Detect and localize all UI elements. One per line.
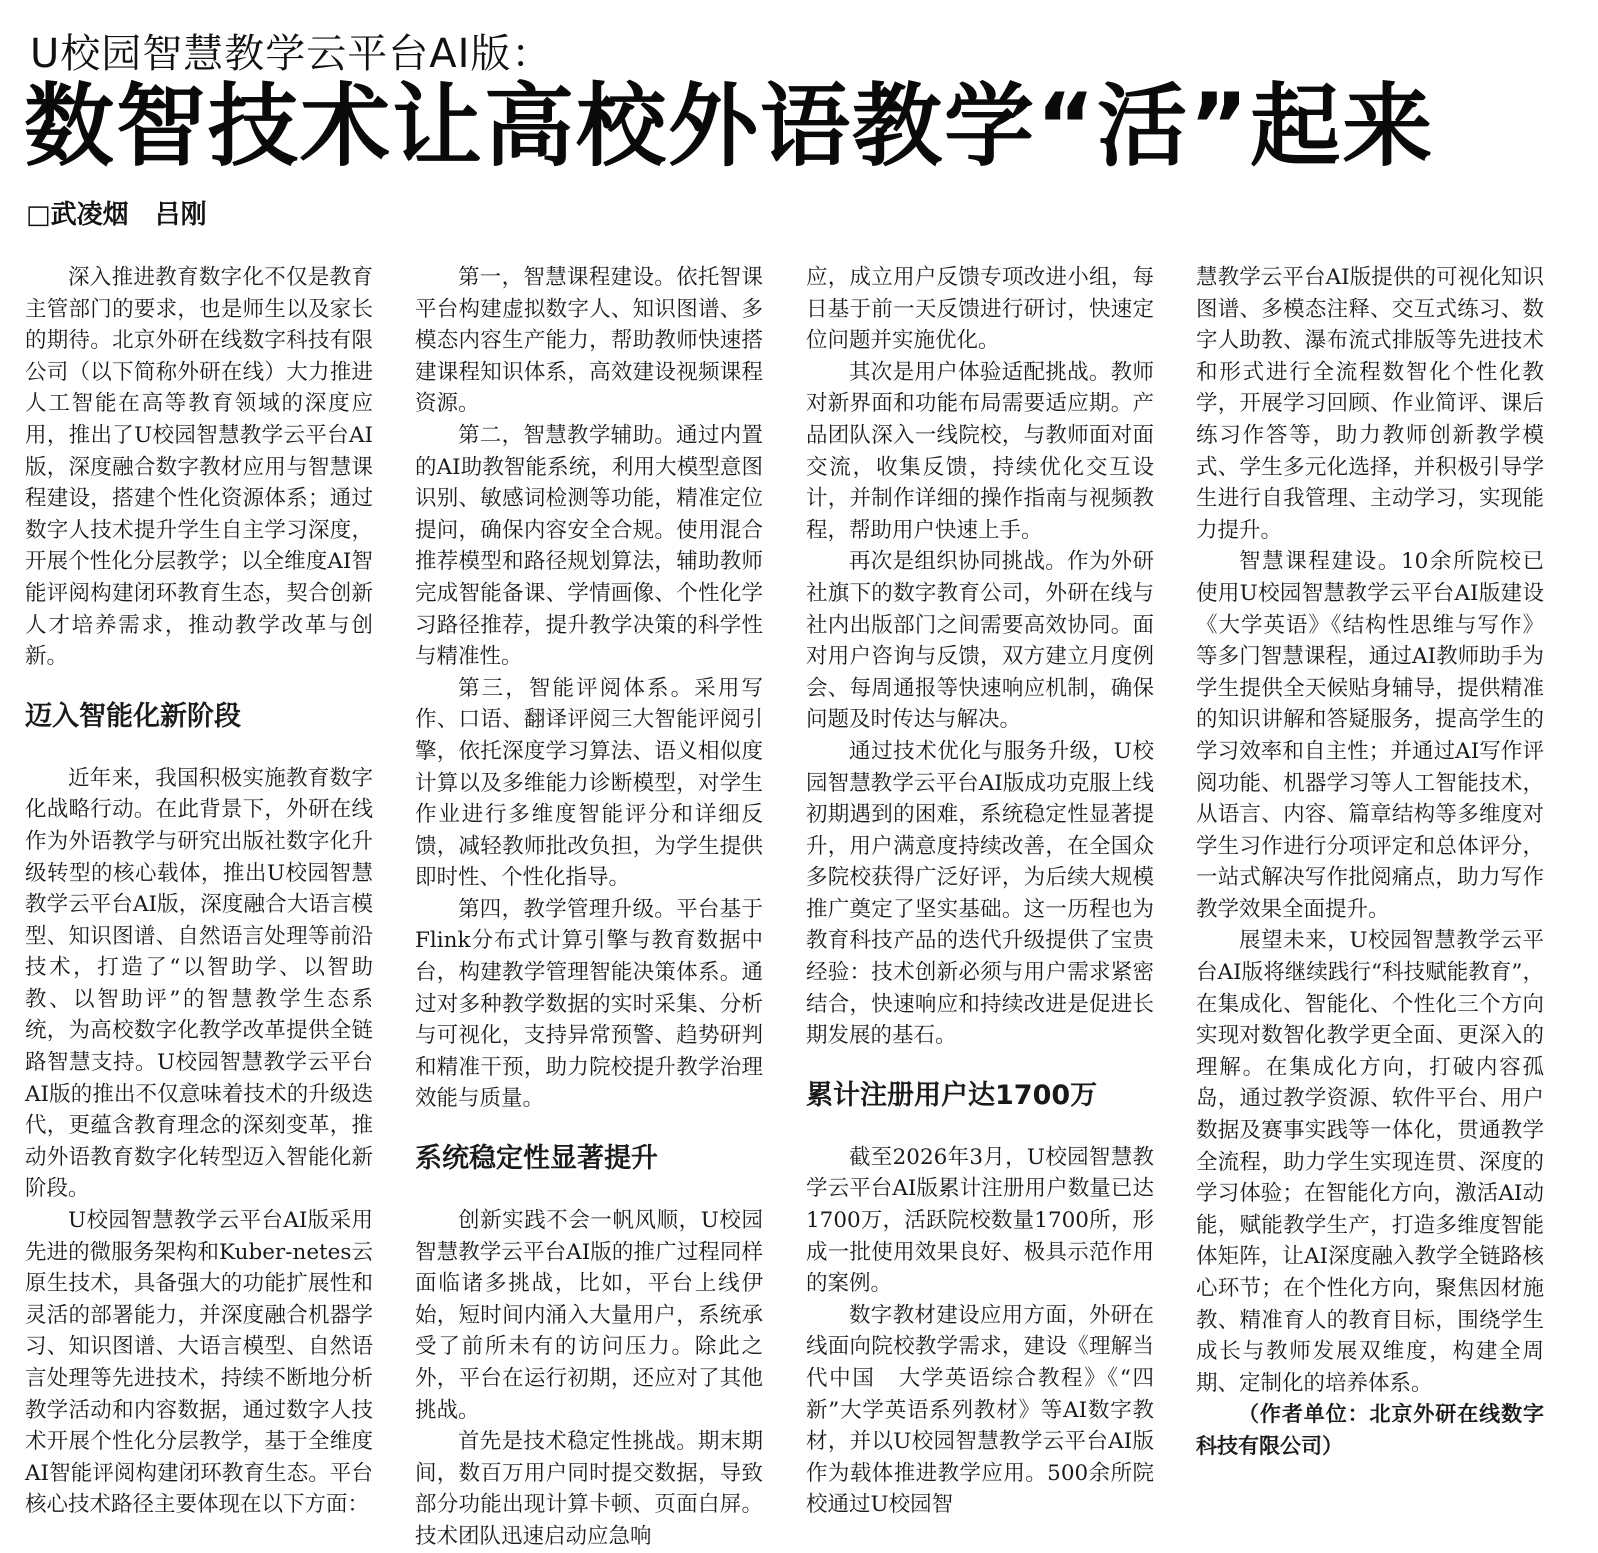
paragraph: 第四，教学管理升级。平台基于Flink分布式计算引擎与教育数据中台，构建教学管理智能决策体系。通过对多种教学数据的实时采集、分析与可视化，支持异常预警、趋势研判和精准干预，助力院校提升教学治理效能与质量。 <box>415 896 763 1112</box>
section-heading: 累计注册用户达1700万 <box>806 1079 1098 1111</box>
paragraph: 数字教材建设应用方面，外研在线面向院校教学需求，建设《理解当代中国 大学英语综合教程》《“四新”大学英语系列教材》等AI数字教材，并以U校园智慧教学云平台AI版作为载体推进教学应用。500余所院校通过U校园智 <box>806 1302 1154 1518</box>
article-headline: 数智技术让高校外语教学“活”起来 <box>24 74 1435 179</box>
paragraph: 首先是技术稳定性挑战。期末期间，数百万用户同时提交数据，导致部分功能出现计算卡顿、页面白屏。技术团队迅速启动应急响 <box>415 1429 763 1549</box>
paragraph: 再次是组织协同挑战。作为外研社旗下的数字教育公司，外研在线与社内出版部门之间需要高效协同。面对用户咨询与反馈，双方建立月度例会、每周通报等快速响应机制，确保问题及时传达与解决。 <box>806 549 1154 733</box>
paragraph: 展望未来，U校园智慧教学云平台AI版将继续践行“科技赋能教育”，在集成化、智能化、个性化三个方向实现对数智化教学更全面、更深入的理解。在集成化方向，打破内容孤岛，通过教学资源、软件平台、用户数据及赛事实践等一体化，贯通教学全流程，助力学生实现连贯、深度的学习体验；在智能化方向，激活AI动能，赋能教学生产，打造多维度智能体矩阵，让AI深度融入教学全链路核心环节；在个性化方向，聚焦因材施教、精准育人的教育目标，围绕学生成长与教师发展双维度，构建全周期、定制化的培养体系。 <box>1196 928 1544 1396</box>
article-kicker: U校园智慧教学云平台AI版： <box>30 31 553 77</box>
article-column-4 <box>1196 262 1544 1463</box>
paragraph: 第三，智能评阅体系。采用写作、口语、翻译评阅三大智能评阅引擎，依托深度学习算法、语义相似度计算以及多维能力诊断模型，对学生作业进行多维度智能评分和详细反馈，减轻教师批改负担，为学生提供即时性、个性化指导。 <box>415 675 763 891</box>
paragraph: 第一，智慧课程建设。依托智课平台构建虚拟数字人、知识图谱、多模态内容生产能力，帮助教师快速搭建课程知识体系，高效建设视频课程资源。 <box>415 265 763 417</box>
article-byline: □武凌烟 吕刚 <box>26 200 207 230</box>
section-heading: 迈入智能化新阶段 <box>25 700 241 732</box>
section-heading: 系统稳定性显著提升 <box>415 1143 658 1175</box>
article-column-3 <box>806 262 1154 1521</box>
paragraph: 智慧课程建设。10余所院校已使用U校园智慧教学云平台AI版建设《大学英语》《结构性思维与写作》等多门智慧课程，通过AI教师助手为学生提供全天候贴身辅导，提供精准的知识讲解和答疑服务，提高学生的学习效率和自主性；并通过AI写作评阅功能、机器学习等人工智能技术，从语言、内容、篇章结构等多维度对学生习作进行分项评定和总体评分，一站式解决写作批阅痛点，助力写作教学效果全面提升。 <box>1196 549 1544 922</box>
paragraph: 近年来，我国积极实施教育数字化战略行动。在此背景下，外研在线作为外语教学与研究出版社数字化升级转型的核心载体，推出U校园智慧教学云平台AI版，深度融合大语言模型、知识图谱、自然语言处理等前沿技术，打造了“以智助学、以智助教、以智助评”的智慧教学生态系统，为高校数字化教学改革提供全链路智慧支持。U校园智慧教学云平台AI版的推出不仅意味着技术的升级迭代，更蕴含教育理念的深刻变革，推动外语教育数字化转型迈入智能化新阶段。 <box>25 765 373 1202</box>
author-affiliation: （作者单位：北京外研在线数字科技有限公司） <box>1196 1402 1544 1458</box>
paragraph: 第二，智慧教学辅助。通过内置的AI助教智能系统，利用大模型意图识别、敏感词检测等功能，精准定位提问，确保内容安全合规。使用混合推荐模型和路径规划算法，辅助教师完成智能备课、学情画像、个性化学习路径推荐，提升教学决策的科学性与精准性。 <box>415 422 763 670</box>
paragraph: 创新实践不会一帆风顺，U校园智慧教学云平台AI版的推广过程同样面临诸多挑战，比如，平台上线伊始，短时间内涌入大量用户，系统承受了前所未有的访问压力。除此之外，平台在运行初期，还应对了其他挑战。 <box>415 1208 763 1423</box>
article-column-1 <box>25 262 373 1521</box>
paragraph: U校园智慧教学云平台AI版采用先进的微服务架构和Kuber-netes云原生技术，具备强大的功能扩展性和灵活的部署能力，并深度融合机器学习、知识图谱、大语言模型、自然语言处理等先进技术，持续不断地分析教学活动和内容数据，通过数字人技术开展个性化分层教学，基于全维度AI智能评阅构建闭环教育生态。平台核心技术路径主要体现在以下方面： <box>25 1208 373 1518</box>
article-column-2 <box>415 262 763 1553</box>
paragraph-continued: 应，成立用户反馈专项改进小组，每日基于前一天反馈进行研讨，快速定位问题并实施优化。 <box>806 265 1154 354</box>
paragraph: 通过技术优化与服务升级，U校园智慧教学云平台AI版成功克服上线初期遇到的困难，系统稳定性显著提升，用户满意度持续改善，在全国众多院校获得广泛好评，为后续大规模推广奠定了坚实基础。这一历程也为教育科技产品的迭代升级提供了宝贵经验：技术创新必须与用户需求紧密结合，快速响应和持续改进是促进长期发展的基石。 <box>806 738 1154 1049</box>
paragraph: 截至2026年3月，U校园智慧教学云平台AI版累计注册用户数量已达1700万，活跃院校数量1700所，形成一批使用效果良好、极具示范作用的案例。 <box>806 1144 1154 1297</box>
paragraph-continued: 慧教学云平台AI版提供的可视化知识图谱、多模态注释、交互式练习、数字人助教、瀑布流式排版等先进技术和形式进行全流程数智化个性化教学，开展学习回顾、作业简评、课后练习作答等，助力教师创新教学模式、学生多元化选择，并积极引导学生进行自我管理、主动学习，实现能力提升。 <box>1196 265 1544 543</box>
paragraph: 深入推进教育数字化不仅是教育主管部门的要求，也是师生以及家长的期待。北京外研在线数字科技有限公司（以下简称外研在线）大力推进人工智能在高等教育领域的深度应用，推出了U校园智慧教学云平台AI版，深度融合数字教材应用与智慧课程建设，搭建个性化资源体系；通过数字人技术提升学生自主学习深度，开展个性化分层教学；以全维度AI智能评阅构建闭环教育生态，契合创新人才培养需求，推动教学改革与创新。 <box>25 265 373 670</box>
paragraph: 其次是用户体验适配挑战。教师对新界面和功能布局需要适应期。产品团队深入一线院校，与教师面对面交流，收集反馈，持续优化交互设计，并制作详细的操作指南与视频教程，帮助用户快速上手。 <box>806 359 1154 543</box>
